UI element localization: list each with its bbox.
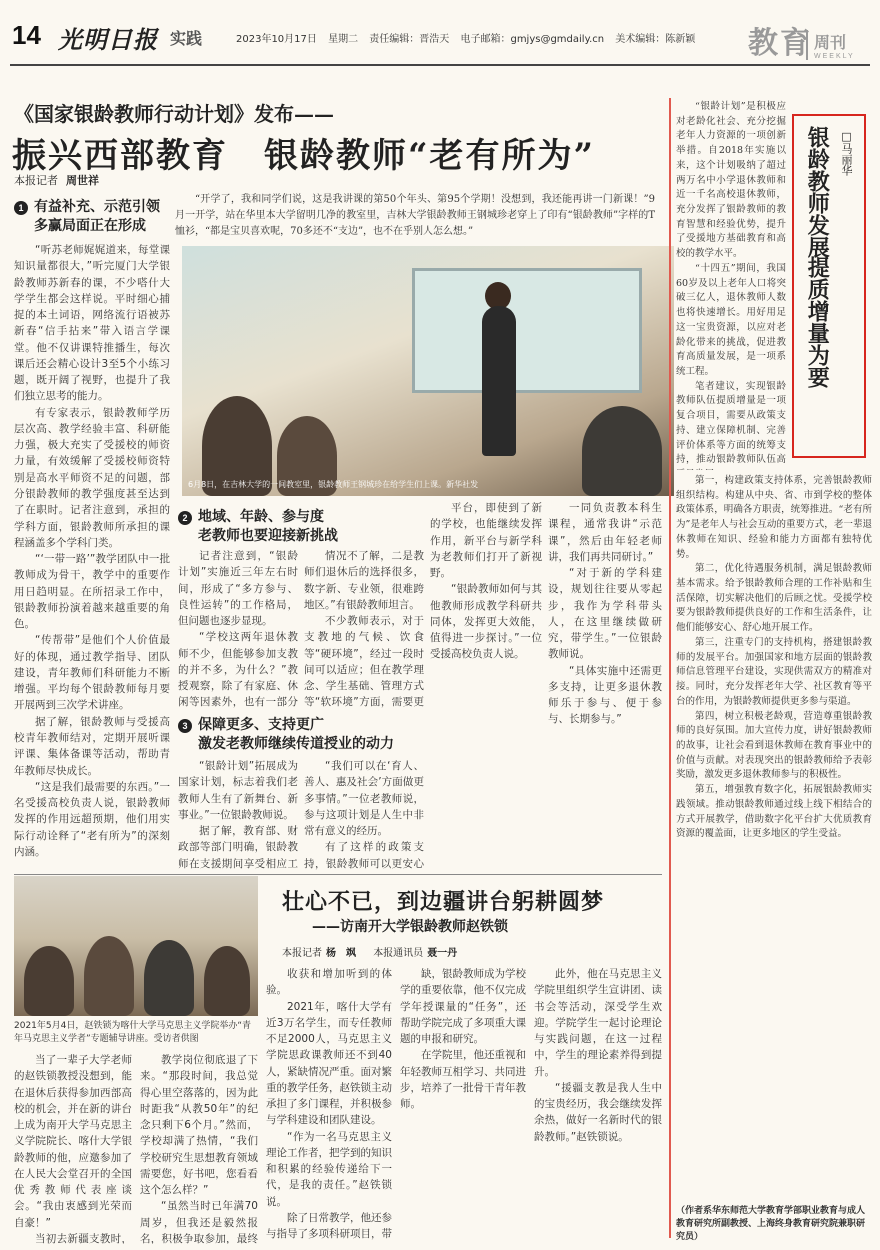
- paragraph: 第二，优化待遇服务机制，满足银龄教师基本需求。给予银龄教师合理的工作补贴和生活保障，切实解决他们的后顾之忧。受援学校要为银龄教师提供良好的工作和生活条件，让他们能够安心、舒心地开展工作。: [676, 563, 872, 634]
- paragraph: 不少教师表示，对于支教地的气候、饮食等“硬环境”，经过一段时间可以适应；但在教学理念、学生基础、管理方式等“软环境”方面，需要更: [304, 615, 424, 708]
- section-title: 有益补充、示范引领 多赢局面正在形成: [34, 199, 160, 234]
- issue-weekday: 星期二: [328, 34, 359, 45]
- paragraph: 情况不了解，二是教师们退休后的选择很多，数字新、专业领，很难跨地区。”有银龄教师坦言。: [304, 550, 424, 611]
- paragraph: “对于新的学科建设，规划往往要从零起步，我作为学科带头人，在这里继续做研究，带学生。”一位银龄教师说。: [548, 567, 662, 661]
- byline-name: 聂一丹: [427, 948, 458, 959]
- paragraph: 第五，增强教育数字化，拓展银龄教师实践领域。推动银龄教师通过线上线下相结合的方式开展教学，借助数字化平台扩大优质教育资源的覆盖面，让更多地区的学生受益。: [676, 784, 872, 840]
- lead-intro: [175, 192, 655, 240]
- article-column-4: [548, 500, 662, 870]
- paragraph: “‘一带一路’”教学团队中一批教师成为骨干，教学中的重要作用日趋明显。在所招录工作中，银龄教师扮演着越来越重要的角色。: [14, 553, 170, 631]
- classroom-photo: [182, 246, 674, 496]
- paragraph: “传帮带”是他们个人价值最好的体现，通过教学指导、团队建设，青年教师们科研能力不断增强。平均每个银龄教师每月要开展两到三次学术讲座。: [14, 634, 170, 712]
- opinion-column-body: [676, 474, 872, 1200]
- attendee-figure: [24, 946, 74, 1016]
- paragraph: “我们可以在‘育人、善人、惠及社会’方面做更多事情。”一位老教师说，参与这项计划是人生中非常有意义的经历。: [304, 760, 424, 838]
- feature-column-b: [140, 1052, 258, 1244]
- paragraph: 记者注意到，“银龄计划”实施近三年左右时间，形成了“多方参与、良性运转”的工作格局，但问题也逐步显现。: [178, 550, 298, 628]
- column-separator: [669, 98, 671, 1238]
- paragraph: 平台，即使到了新的学校，也能继续发挥作用，新平台与新学科为老教师们打开了新视野。: [430, 502, 542, 580]
- paragraph: 据了解，教育部、财政部等部门明确，银龄教师在支援期间享受相应工: [178, 825, 298, 870]
- feature-column-d: [400, 966, 526, 1244]
- lead-kicker: 《国家银龄教师行动计划》发布——: [14, 102, 334, 126]
- section-heading-3: [178, 716, 428, 754]
- intro-paragraph: “开学了，我和同学们说，这是我讲课的第50个年头、第95个学期！没想到，我还能再讲一门新课！”9月一开学，站在华里本大学留明几净的教室里，吉林大学银龄教师王钢城珍老穿上了印有“银龄教师”字样的T恤衫，“都是宝贝喜欢呢，70多还不“支边”，也不在乎别人怎么想。”: [175, 194, 655, 237]
- article-column-5: [178, 758, 298, 872]
- paragraph: 除了日常教学，他还参与指导了多项科研项目，带: [266, 1211, 392, 1241]
- attendee-figure: [84, 936, 134, 1016]
- section-name: 实践: [170, 29, 203, 48]
- byline-name: 杨 飒: [326, 948, 356, 959]
- blackboard: [412, 268, 642, 393]
- column-title-education: 教育: [748, 26, 812, 61]
- lead-headline: 振兴西部教育 银龄教师“老有所为”: [12, 136, 596, 176]
- paragraph: 在学院里，他还重视和年轻教师互相学习、共同进步，培养了一批骨干青年教师。: [400, 1049, 526, 1111]
- byline-name: 周世祥: [66, 174, 99, 187]
- paragraph: “听苏老师娓娓道来，每堂课知识量都很大，”听完厦门大学银龄教师苏新春的课，不少嗒什大学学生都会这样说。平时细心捕捉的本土词语，网络流行语被苏新春“信手拈来”带入语言学课堂。他不仅讲课特推播生，每次课后还会精心设计3至5个小练习题，既开阔了视野，也提升了我们独立思考的能力。: [14, 244, 170, 403]
- paragraph: 此外，他在马克思主义学院里组织学生宣讲团、读书会等活动，深受学生欢迎。学院学生一起讨论理论与实践问题，在这一过程中，学生的理论素养得到提升。: [534, 968, 662, 1078]
- section-heading-1: [14, 198, 170, 236]
- paragraph: “作为一名马克思主义理论工作者，把学到的知识和积累的经验传递给下一代，是我的责任。”赵铁锁说。: [266, 1130, 392, 1208]
- opinion-title-part1: 银龄教师发展: [804, 126, 831, 258]
- attendee-figure: [204, 946, 250, 1016]
- issue-date: 2023年10月17日: [236, 34, 317, 45]
- feature-column-c: [266, 966, 392, 1244]
- section-heading-2: [178, 508, 358, 546]
- feature-column-e: [534, 966, 662, 1244]
- author-footnote: （作者系华东师范大学教育学部职业教育与成人教育研究所副教授、上海终身教育研究院兼职研究员）: [676, 1206, 866, 1243]
- article-column-6: [304, 758, 424, 872]
- teacher-figure: [482, 306, 516, 456]
- paragraph: 有了这样的政策支持，银龄教师可以更安心: [304, 841, 424, 870]
- byline-role: 本报记者: [282, 948, 322, 959]
- paragraph: 一同负责教本科生课程，通常我讲“示范课”，然后由年轻老师讲，我们再共同研讨。”: [548, 502, 662, 563]
- lecture-photo: [14, 876, 258, 1016]
- paragraph: 第三，注重专门的支持机构，搭建银龄教师的发展平台。加强国家和地方层面的银龄教师信息管理平台建设，实现供需双方的精准对接。同时，充分发挥老年大学、社区教育等平台的作用，为银龄教师提供更多参与渠道。: [676, 636, 872, 707]
- opinion-author: □马丽华: [840, 130, 853, 176]
- article-column-1: [14, 242, 170, 870]
- paragraph: 收获和增加听到的体验。: [266, 968, 392, 997]
- opinion-title-part2: 提质增量为要: [804, 256, 831, 388]
- section-number: 2: [178, 511, 192, 525]
- paragraph: “学校这两年退休教师不少，但能够参加支教的并不多，为什么？”教授观察，除了有家庭、休闲等因素外，也有一部分: [178, 631, 298, 708]
- issue-meta: [236, 30, 703, 45]
- paragraph: 据了解，银龄教师与受援高校青年教师结对，定期开展听课评课、集体备课等活动，帮助青年教师尽快成长。: [14, 715, 170, 777]
- section-divider: [14, 874, 662, 875]
- photo-caption: 6月8日，在吉林大学的一间教室里，银龄教师王钢城珍在给学生们上课。新华社发: [188, 480, 479, 489]
- paragraph: “银龄计划”拓展成为国家计划，标志着我们老教师人生有了新舞台、新事业。”一位银龄教师说。: [178, 760, 298, 821]
- byline-role: 本报通讯员: [373, 948, 424, 959]
- paragraph: 教学岗位彻底退了下来。“那段时间，我总觉得心里空落落的，因为此时距我“从教50年”的纪念只剩下6个月。”然而，学校却满了热情，“我们学校研究生思想教育领域需要您，好书吧，您看看这个怎么样？”: [140, 1054, 258, 1197]
- opinion-column-top: [676, 100, 786, 470]
- paragraph: 第一，构建政策支持体系，完善银龄教师组织结构。构建从中央、省、市到学校的整体政策体系，明确各方职责，统筹推进。“老有所为”是老年人与社会互动的重要方式，老一辈退休教师在知识、经验和能力方面都有独特优势。: [676, 475, 872, 560]
- section-title: 地域、年龄、参与度 老教师也要迎接新挑战: [198, 509, 338, 544]
- feature-subtitle: ——访南开大学银龄教师赵铁锁: [312, 919, 508, 935]
- responsible-editor: 责任编辑：晋浩天: [369, 34, 450, 45]
- art-editor: 美术编辑：陈新颖: [615, 34, 696, 45]
- paragraph: 当了一辈子大学老师的赵铁锁教授没想到，能在退休后获得参加西部高校的机会，并在新的讲台上成为南开大学马克思主义学院院长、喀什大学银龄教师的他，应邀参加了在人民大会堂召开的全国优秀教师代表座谈会。“我由衷感到光荣而自豪！”: [14, 1054, 132, 1229]
- lead-byline: [14, 172, 99, 188]
- paragraph: 2021年，喀什大学有近3万名学生，而专任教师不足2000人，马克思主义学院思政课教师还不到40人，紧缺情况严重。面对繁重的教学任务，赵铁锁主动承担了多门课程，并积极参与学科建设和团队建设。: [266, 1000, 392, 1127]
- feature-headline: 壮心不已，到边疆讲台躬耕圆梦: [282, 889, 605, 915]
- paragraph: 缺，银龄教师成为学校学的重要依靠，他不仅完成学年授课量的“任务”，还帮助学院完成了多项重大课题的申报和研究。: [400, 968, 526, 1046]
- article-column-2a: [178, 548, 298, 708]
- editor-email: 电子邮箱：gmjys@gmdaily.cn: [460, 34, 605, 45]
- paragraph: 当初去新疆支教时，: [35, 1232, 132, 1244]
- attendee-figure: [144, 940, 194, 1016]
- article-column-3: [430, 500, 542, 870]
- paragraph: “银龄教师如何与其他教师形成教学科研共同体，发挥更大效能，值得进一步探讨。”一位受援高校负责人说。: [430, 583, 542, 661]
- weekly-en: WEEKLY: [814, 53, 855, 60]
- section-title: 保障更多、支持更广 激发老教师继续传道授业的动力: [198, 717, 394, 752]
- photo-caption: 2021年5月4日，赵铁锁为喀什大学马克思主义学院举办“青年马克思主义学者”专题辅导讲座。受访者供图: [14, 1021, 252, 1045]
- paragraph: “这是我们最需要的东西。”一名受援高校负责人说，银龄教师发挥的作用远超预期，他们用实际行动诠释了“老有所为”的深刻内涵。: [14, 780, 170, 858]
- paragraph: “援疆支教是我人生中的宝贵经历，我会继续发挥余热，做好一名新时代的银龄教师。”赵铁锁说。: [534, 1081, 662, 1143]
- paragraph: 有专家表示，银龄教师学历层次高、教学经验丰富、科研能力强，极大充实了受援校的师资力量，有效缓解了受援校师资特别是高水平师资不足的问题，部分银龄教师的教学强度甚至达到了在职时。记者注意到，承担的学科方面，银龄教师所承担的课程涵盖多个学科门类。: [14, 406, 170, 549]
- section-number: 1: [14, 201, 28, 215]
- article-column-2b: [304, 548, 424, 708]
- newspaper-logo: 光明日报: [58, 25, 158, 54]
- masthead-rule: [10, 64, 870, 66]
- paragraph: “十四五”期间，我国60岁及以上老年人口将突破三亿人，退休教师人数也将快速增长。用好用足这一宝贵资源，以应对老龄化带来的挑战，促进教育高质量发展，是一项系统工程。: [676, 262, 786, 377]
- weekly-cn: 周刊: [814, 33, 847, 52]
- feature-byline: [282, 944, 471, 959]
- paragraph: “虽然当时已年满70周岁，但我还是毅然报名，积极争取参加，最终: [140, 1200, 258, 1244]
- weekly-label: [806, 30, 870, 60]
- paragraph: “银龄计划”是积极应对老龄化社会、充分挖掘老年人力资源的一项创新举措。自2018年实施以来，这个计划吸纳了超过两万名中小学退休教师和近一千名高校退休教师，充分发挥了银龄教师的教育智慧和经验优势，提升了受援地方基础教育和高校的教学水平。: [676, 101, 786, 260]
- section-number: 3: [178, 719, 192, 733]
- page-number: 14: [12, 20, 41, 50]
- feature-column-a: [14, 1052, 132, 1244]
- masthead: [0, 0, 880, 64]
- paragraph: 笔者建议，实现银龄教师队伍提质增量是一项复合项目，需要从政策支持、建立保障机制、完善评价体系等方面的统筹支持，推动银龄教师队伍高: [676, 380, 786, 466]
- paragraph: 第四，树立积极老龄观，营造尊重银龄教师的良好氛围。加大宣传力度，讲好银龄教师的故事，让社会看到退休教师在教育事业中的价值与贡献。对表现突出的银龄教师给予表彰奖励，激发更多退休教师参与的积极性。: [676, 710, 872, 781]
- byline-role: 本报记者: [14, 174, 58, 187]
- paragraph: “具体实施中还需更多支持，让更多退休教师乐于参与、便于参与、长期参与。”: [548, 664, 662, 726]
